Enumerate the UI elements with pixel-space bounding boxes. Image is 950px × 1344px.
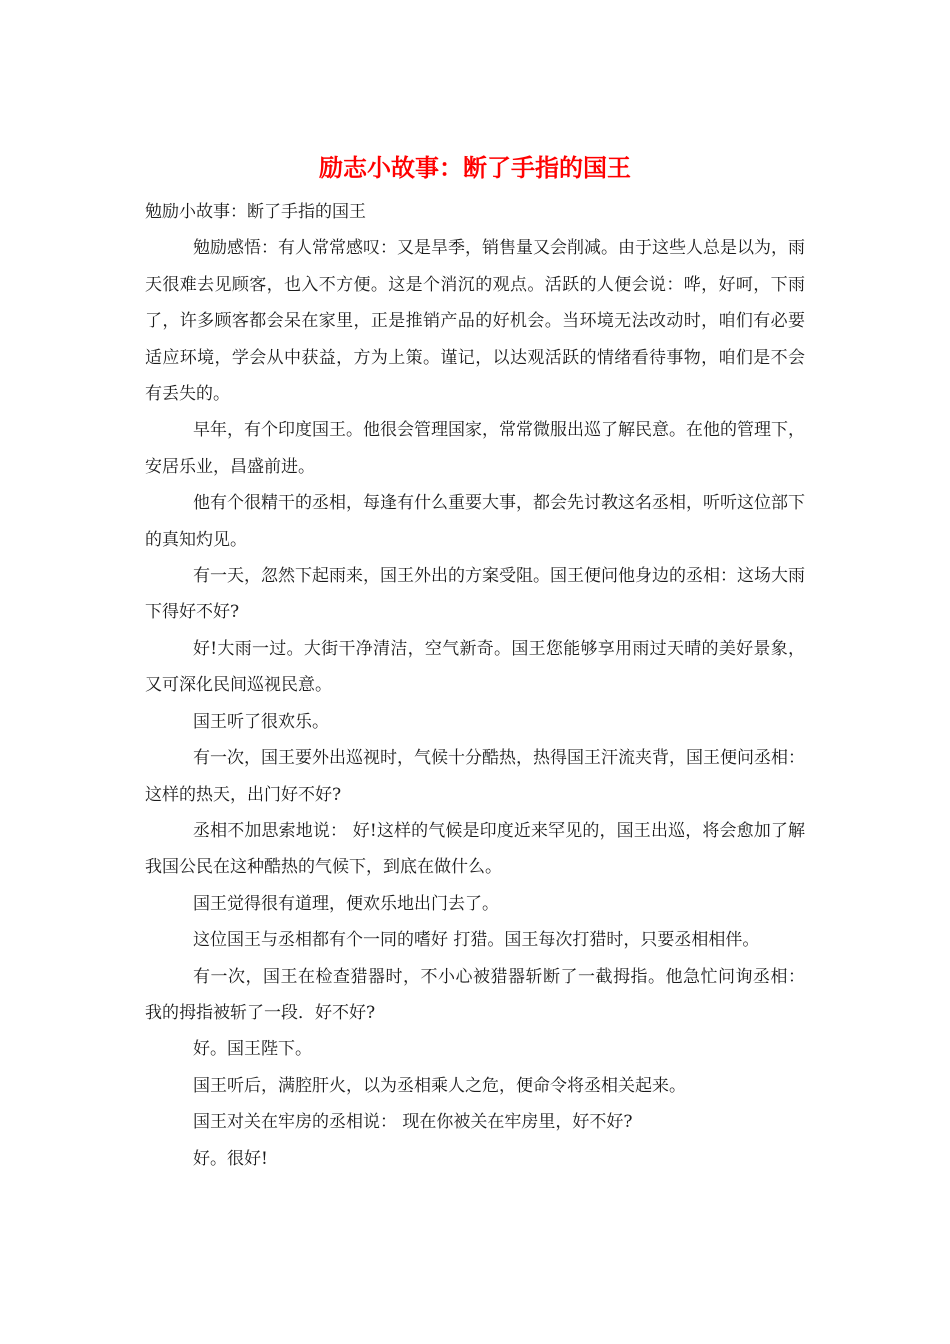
paragraph: 丞相不加思索地说： 好!这样的气候是印度近来罕见的，国王出巡，将会愈加了解我国公民在这种酷热的气候下，到底在做什么。 bbox=[145, 820, 805, 878]
document-subtitle: 勉励小故事：断了手指的国王 bbox=[145, 202, 366, 222]
paragraph: 早年，有个印度国王。他很会管理国家，常常微服出巡了解民意。在他的管理下，安居乐业，昌盛前进。 bbox=[145, 420, 805, 477]
paragraph: 好。国王陛下。 bbox=[193, 1039, 312, 1060]
paragraph: 国王听后，满腔肝火，以为丞相乘人之危，便命令将丞相关起来。 bbox=[193, 1075, 686, 1096]
paragraph: 勉励感悟：有人常常感叹：又是旱季，销售量又会削减。由于这些人总是以为，雨天很难去见顾客，也入不方便。这是个消沉的观点。活跃的人便会说：哗，好呵，下雨了，许多顾客都会呆在家里，正是推销产品的好机会。当环境无法改动时，咱们有必要适应环境，学会从中获益，方为上策。谨记，以达观活跃的情绪看待事物，咱们是不会有丢失的。 bbox=[145, 238, 805, 405]
paragraph: 国王听了很欢乐。 bbox=[193, 711, 329, 732]
paragraph: 他有个很精干的丞相，每逢有什么重要大事，都会先讨教这名丞相，听听这位部下的真知灼见。 bbox=[145, 493, 805, 550]
paragraph: 国王对关在牢房的丞相说： 现在你被关在牢房里，好不好? bbox=[193, 1112, 633, 1133]
paragraph: 好!大雨一过。大街干净清洁，空气新奇。国王您能够享用雨过天晴的美好景象，又可深化民间巡视民意。 bbox=[145, 638, 805, 696]
paragraph: 好。很好! bbox=[193, 1148, 268, 1169]
paragraph: 有一天，忽然下起雨来，国王外出的方案受阻。国王便问他身边的丞相：这场大雨下得好不好? bbox=[145, 566, 805, 623]
paragraph: 国王觉得很有道理，便欢乐地出门去了。 bbox=[193, 893, 499, 914]
document-body bbox=[145, 194, 805, 1177]
document-title: 励志小故事：断了手指的国王 bbox=[319, 154, 631, 182]
paragraph: 有一次，国王要外出巡视时，气候十分酷热，热得国王汗流夹背，国王便问丞相： 这样的热天，出门好不好? bbox=[145, 748, 805, 805]
paragraph: 这位国王与丞相都有个一同的嗜好 打猎。国王每次打猎时，只要丞相相伴。 bbox=[193, 930, 760, 951]
paragraph: 有一次，国王在检查猎器时，不小心被猎器斩断了一截拇指。他急忙问询丞相： 我的拇指被斩了一段．好不好? bbox=[145, 966, 805, 1023]
